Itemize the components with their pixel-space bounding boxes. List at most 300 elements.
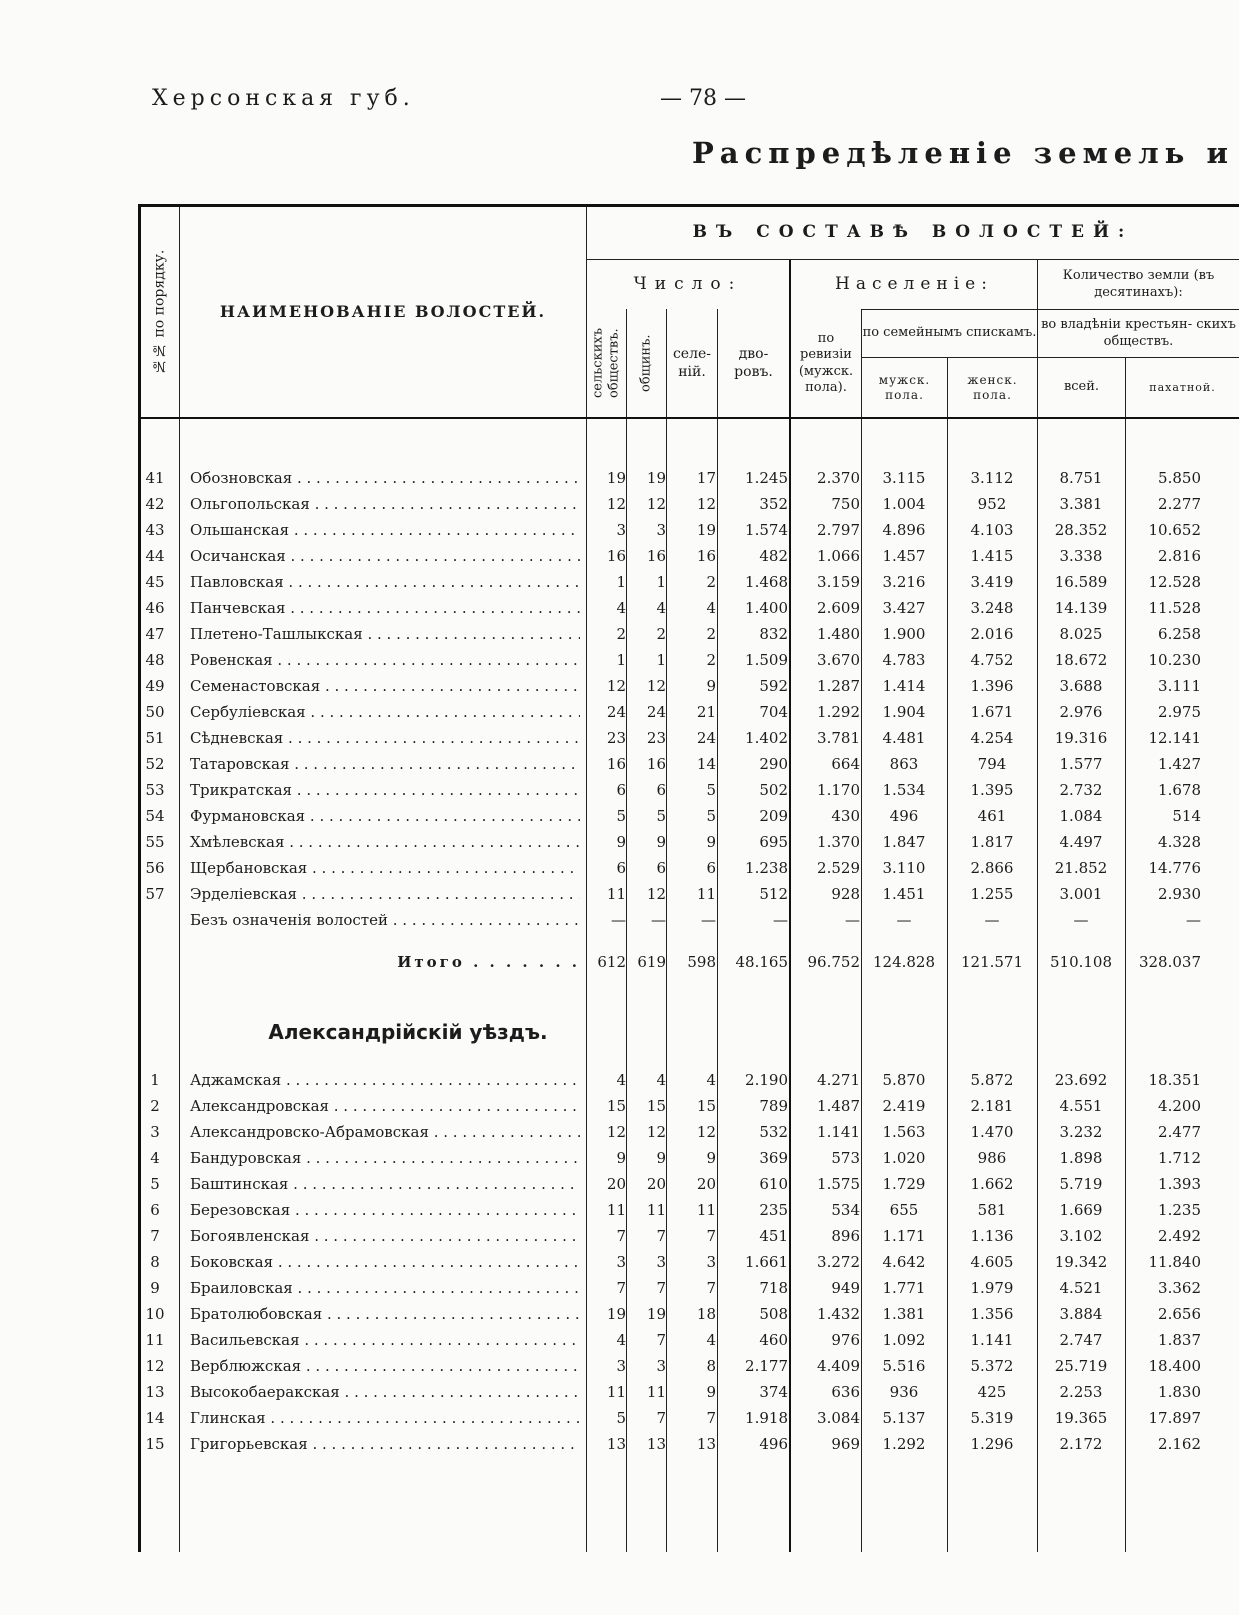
table-row <box>138 1171 1239 1197</box>
table-cell: 11.840 <box>1148 1253 1201 1271</box>
table-cell: 5.372 <box>970 1357 1014 1375</box>
table-cell: 1.904 <box>882 703 926 721</box>
table-cell: 24 <box>646 703 666 721</box>
table-row <box>138 907 1239 933</box>
table-cell: 9 <box>616 1149 626 1167</box>
table-cell: 4.271 <box>817 1071 860 1089</box>
row-number: 12 <box>145 1357 165 1375</box>
table-cell: 1.830 <box>1158 1383 1201 1401</box>
table-cell: 15 <box>606 1097 626 1115</box>
row-number: 13 <box>145 1383 165 1401</box>
table-cell: 13 <box>606 1435 626 1453</box>
table-cell: 209 <box>759 807 788 825</box>
table-cell: 10.230 <box>1148 651 1201 669</box>
row-number: 50 <box>145 703 165 721</box>
table-cell: 4.481 <box>882 729 926 747</box>
table-cell: 4.783 <box>882 651 926 669</box>
table-row <box>138 751 1239 777</box>
table-cell: 13 <box>646 1435 666 1453</box>
table-cell: 664 <box>831 755 860 773</box>
table-cell: 3.084 <box>817 1409 860 1427</box>
table-cell: 23.692 <box>1054 1071 1108 1089</box>
table-cell: 1.400 <box>745 599 788 617</box>
table-row <box>138 543 1239 569</box>
table-row <box>138 595 1239 621</box>
table-cell: 12 <box>646 885 666 903</box>
table-cell: — <box>896 911 912 929</box>
table-cell: 460 <box>759 1331 788 1349</box>
table-cell: 12.528 <box>1148 573 1201 591</box>
table-cell: 1.918 <box>745 1409 788 1427</box>
table-cell: 11 <box>646 1201 666 1219</box>
table-cell: 12.141 <box>1148 729 1201 747</box>
table-cell: 1.370 <box>817 833 860 851</box>
table-cell: 1.381 <box>882 1305 926 1323</box>
table-cell: 3.115 <box>882 469 926 487</box>
row-number: 10 <box>145 1305 165 1323</box>
table-cell: 1.141 <box>970 1331 1014 1349</box>
table-cell: 15 <box>696 1097 716 1115</box>
table-cell: 430 <box>831 807 860 825</box>
row-number: 3 <box>150 1123 160 1141</box>
table-cell: 9 <box>706 677 716 695</box>
table-cell: 1.396 <box>970 677 1014 695</box>
table-cell: 6 <box>616 781 626 799</box>
table-cell: 25.719 <box>1054 1357 1108 1375</box>
row-number: 11 <box>145 1331 165 1349</box>
volost-name: Панчевская . . . <box>190 595 580 621</box>
table-cell: 21.852 <box>1054 859 1108 877</box>
total-cell: 121.571 <box>960 953 1024 971</box>
table-cell: 425 <box>977 1383 1007 1401</box>
table-cell: 2.253 <box>1059 1383 1103 1401</box>
table-cell: 3.102 <box>1059 1227 1103 1245</box>
table-cell: 496 <box>889 807 919 825</box>
table-cell: 3.159 <box>817 573 860 591</box>
table-cell: 1.712 <box>1158 1149 1201 1167</box>
table-row <box>138 881 1239 907</box>
table-cell: 11 <box>696 1201 716 1219</box>
table-cell: 12 <box>606 495 626 513</box>
table-cell: 532 <box>759 1123 788 1141</box>
volost-name: Эрделіевская . . . <box>190 881 580 907</box>
table-row <box>138 1223 1239 1249</box>
table-cell: 6 <box>656 859 666 877</box>
row-number: 55 <box>145 833 165 851</box>
table-cell: 19.342 <box>1054 1253 1108 1271</box>
table-cell: 2 <box>616 625 626 643</box>
volost-name: Трикратская . . . <box>190 777 580 803</box>
table-cell: 3 <box>656 1253 666 1271</box>
col-villages: селе- ній. <box>672 346 712 380</box>
table-row <box>138 465 1239 491</box>
table-row <box>138 1145 1239 1171</box>
col-group-in-volosts: ВЪ СОСТАВѢ ВОЛОСТЕЙ: <box>692 222 1134 243</box>
table-row <box>138 491 1239 517</box>
table-cell: 7 <box>706 1227 716 1245</box>
table-cell: 1.292 <box>817 703 860 721</box>
row-number: 41 <box>145 469 165 487</box>
row-number: 44 <box>145 547 165 565</box>
table-cell: 482 <box>759 547 788 565</box>
table-cell: 502 <box>759 781 788 799</box>
table-cell: 3.884 <box>1059 1305 1103 1323</box>
table-cell: 1.356 <box>970 1305 1014 1323</box>
table-cell: 3 <box>706 1253 716 1271</box>
table-cell: 2 <box>706 625 716 643</box>
table-cell: 3.381 <box>1059 495 1103 513</box>
table-cell: 9 <box>706 833 716 851</box>
table-cell: 949 <box>831 1279 860 1297</box>
table-cell: 8.751 <box>1059 469 1103 487</box>
volost-name: Васильевская . . . <box>190 1327 580 1353</box>
table-cell: 2.656 <box>1158 1305 1201 1323</box>
row-number: 8 <box>150 1253 160 1271</box>
table-cell: 4.254 <box>970 729 1014 747</box>
table-cell: 1.661 <box>745 1253 788 1271</box>
table-cell: 704 <box>759 703 788 721</box>
table-cell: 5 <box>616 807 626 825</box>
table-row <box>138 647 1239 673</box>
table-cell: 12 <box>696 495 716 513</box>
table-cell: 5.870 <box>882 1071 926 1089</box>
table-cell: 1.534 <box>882 781 926 799</box>
table-row <box>138 569 1239 595</box>
table-cell: 928 <box>831 885 860 903</box>
volost-name: Братолюбовская . . . <box>190 1301 580 1327</box>
table-cell: 16 <box>646 547 666 565</box>
table-cell: 1.235 <box>1158 1201 1201 1219</box>
page-number: — 78 — <box>660 86 746 111</box>
total-cell: 124.828 <box>872 953 936 971</box>
table-cell: 11.528 <box>1148 599 1201 617</box>
table-cell: 20 <box>606 1175 626 1193</box>
table-cell: 235 <box>759 1201 788 1219</box>
table-cell: 896 <box>831 1227 860 1245</box>
volost-name: Глинская . . . <box>190 1405 580 1431</box>
col-family-lists: по семейнымъ спискамъ. <box>862 325 1037 341</box>
table-cell: 1.817 <box>970 833 1014 851</box>
table-cell: 9 <box>706 1149 716 1167</box>
table-cell: 1.414 <box>882 677 926 695</box>
table-cell: 2.529 <box>817 859 860 877</box>
table-cell: — <box>651 911 666 929</box>
table-cell: 9 <box>706 1383 716 1401</box>
table-cell: 936 <box>889 1383 919 1401</box>
table-cell: 4.409 <box>817 1357 860 1375</box>
table-cell: 1.238 <box>745 859 788 877</box>
table-cell: 1.577 <box>1059 755 1103 773</box>
row-number: 6 <box>150 1201 160 1219</box>
table-cell: 1.979 <box>970 1279 1014 1297</box>
table-cell: 3.427 <box>882 599 926 617</box>
table-cell: 3.110 <box>882 859 926 877</box>
table-cell: 1.415 <box>970 547 1014 565</box>
table-cell: 3.688 <box>1059 677 1103 695</box>
table-cell: 1.395 <box>970 781 1014 799</box>
table-cell: 7 <box>706 1279 716 1297</box>
table-cell: 2.181 <box>970 1097 1014 1115</box>
table-cell: 4 <box>706 599 716 617</box>
table-cell: 18 <box>696 1305 716 1323</box>
table-cell: 1.287 <box>817 677 860 695</box>
table-cell: 1.427 <box>1158 755 1201 773</box>
table-cell: 3.338 <box>1059 547 1103 565</box>
table-cell: 14.139 <box>1054 599 1108 617</box>
table-cell: 28.352 <box>1054 521 1108 539</box>
volost-name: Хмѣлевская . . . <box>190 829 580 855</box>
table-row <box>138 673 1239 699</box>
table-cell: 2.732 <box>1059 781 1103 799</box>
table-row <box>138 621 1239 647</box>
table-cell: 21 <box>696 703 716 721</box>
row-number: 15 <box>145 1435 165 1453</box>
table-row <box>138 1093 1239 1119</box>
table-cell: 1.837 <box>1158 1331 1201 1349</box>
table-cell: 2.866 <box>970 859 1014 877</box>
table-cell: 4.642 <box>882 1253 926 1271</box>
volost-name: Ольшанская . . . <box>190 517 580 543</box>
col-obshchin: общинъ. <box>638 334 654 393</box>
table-cell: 3.232 <box>1059 1123 1103 1141</box>
row-number: 2 <box>150 1097 160 1115</box>
volost-name: Семенастовская . . . <box>190 673 580 699</box>
table-cell: 9 <box>656 1149 666 1167</box>
total-cell: 510.108 <box>1049 953 1113 971</box>
table-row <box>138 699 1239 725</box>
table-cell: 19 <box>646 469 666 487</box>
table-cell: 3 <box>616 1357 626 1375</box>
table-cell: 3 <box>616 1253 626 1271</box>
volost-name: Березовская . . . <box>190 1197 580 1223</box>
row-number: 49 <box>145 677 165 695</box>
table-cell: 4 <box>656 599 666 617</box>
table-cell: 2.370 <box>817 469 860 487</box>
table-cell: 1.292 <box>882 1435 926 1453</box>
table-cell: 2.172 <box>1059 1435 1103 1453</box>
table-cell: 1.066 <box>817 547 860 565</box>
table-cell: 5 <box>656 807 666 825</box>
row-number: 48 <box>145 651 165 669</box>
volost-name: Баштинская . . . <box>190 1171 580 1197</box>
col-group-land: Количество земли (въ десятинахъ): <box>1062 268 1215 300</box>
volost-name: Безъ означенія волостей . . . <box>190 907 580 933</box>
table-cell: 3.112 <box>970 469 1014 487</box>
col-households: дво- ровъ. <box>734 346 773 380</box>
row-number: 42 <box>145 495 165 513</box>
table-row <box>138 1353 1239 1379</box>
table-cell: 3.248 <box>970 599 1014 617</box>
total-cell: 612 <box>597 953 626 971</box>
table-cell: 16 <box>696 547 716 565</box>
table-row <box>138 1249 1239 1275</box>
total-cell: 328.037 <box>1138 953 1201 971</box>
table-cell: 976 <box>831 1331 860 1349</box>
table-cell: — <box>773 911 788 929</box>
col-order-number: №№ по порядку. <box>151 249 168 375</box>
table-cell: 4.497 <box>1059 833 1103 851</box>
table-cell: 3 <box>656 521 666 539</box>
table-row <box>138 1067 1239 1093</box>
table-cell: 3.670 <box>817 651 860 669</box>
total-label: Итого <box>397 953 465 971</box>
table-cell: — <box>701 911 716 929</box>
table-cell: — <box>845 911 860 929</box>
table-cell: 2.419 <box>882 1097 926 1115</box>
table-cell: 23 <box>646 729 666 747</box>
volost-name: Аджамская . . . <box>190 1067 580 1093</box>
table-cell: 1.451 <box>882 885 926 903</box>
table-cell: — <box>1186 911 1201 929</box>
table-cell: 4 <box>706 1071 716 1089</box>
table-row <box>138 1405 1239 1431</box>
table-cell: 17 <box>696 469 716 487</box>
table-cell: 1.092 <box>882 1331 926 1349</box>
table-cell: 1.020 <box>882 1149 926 1167</box>
table-cell: 352 <box>759 495 788 513</box>
table-cell: 2.477 <box>1158 1123 1201 1141</box>
col-group-population: Населеніе: <box>835 273 993 294</box>
province-header: Херсонская губ. <box>152 86 415 111</box>
volost-name: Высокобаеракская . . . <box>190 1379 580 1405</box>
table-cell: 1.509 <box>745 651 788 669</box>
table-cell: 4 <box>656 1071 666 1089</box>
table-cell: 1.563 <box>882 1123 926 1141</box>
table-cell: 1.678 <box>1158 781 1201 799</box>
table-cell: 986 <box>977 1149 1007 1167</box>
table-cell: 3.419 <box>970 573 1014 591</box>
volost-name: Татаровская . . . <box>190 751 580 777</box>
table-cell: 5 <box>706 807 716 825</box>
table-cell: 1.900 <box>882 625 926 643</box>
table-cell: 12 <box>646 1123 666 1141</box>
table-cell: 4.551 <box>1059 1097 1103 1115</box>
volost-name: Обозновская . . . <box>190 465 580 491</box>
volost-name: Ровенская . . . <box>190 647 580 673</box>
table-row <box>138 1327 1239 1353</box>
row-number: 54 <box>145 807 165 825</box>
table-cell: 12 <box>606 1123 626 1141</box>
table-row <box>138 777 1239 803</box>
table-cell: 1.402 <box>745 729 788 747</box>
table-cell: 16 <box>606 755 626 773</box>
volost-name: Плетено-Ташлыкская . . . <box>190 621 580 647</box>
table-cell: 1.671 <box>970 703 1014 721</box>
table-cell: 19.316 <box>1054 729 1108 747</box>
table-cell: 1.771 <box>882 1279 926 1297</box>
table-cell: 3.272 <box>817 1253 860 1271</box>
table-cell: 1 <box>656 651 666 669</box>
table-cell: — <box>611 911 626 929</box>
table-cell: 1.575 <box>817 1175 860 1193</box>
table-cell: 2.816 <box>1158 547 1201 565</box>
col-volost-name: НАИМЕНОВАНІЕ ВОЛОСТЕЙ. <box>219 302 547 321</box>
row-number: 7 <box>150 1227 160 1245</box>
page-title: Распредѣленіе земель и <box>692 136 1234 170</box>
total-cell: 598 <box>687 953 716 971</box>
row-number: 9 <box>150 1279 160 1297</box>
table-cell: 512 <box>759 885 788 903</box>
row-number: 5 <box>150 1175 160 1193</box>
table-cell: 18.351 <box>1148 1071 1201 1089</box>
table-cell: 1.487 <box>817 1097 860 1115</box>
table-cell: 24 <box>606 703 626 721</box>
table-cell: 534 <box>831 1201 860 1219</box>
volost-name: Богоявленская . . . <box>190 1223 580 1249</box>
table-cell: 863 <box>889 755 919 773</box>
table-cell: 2.609 <box>817 599 860 617</box>
table-cell: 9 <box>656 833 666 851</box>
table-cell: 2 <box>706 573 716 591</box>
table-cell: 508 <box>759 1305 788 1323</box>
table-cell: 4 <box>616 1071 626 1089</box>
section-title: Александрійскій уѣздъ. <box>268 1019 548 1044</box>
table-cell: 1.457 <box>882 547 926 565</box>
table-row <box>138 517 1239 543</box>
table-cell: 573 <box>831 1149 860 1167</box>
table-row <box>138 725 1239 751</box>
table-cell: 4.605 <box>970 1253 1014 1271</box>
volost-name: Сербуліевская . . . <box>190 699 580 725</box>
land-distribution-table <box>138 204 1239 1552</box>
table-cell: 5 <box>706 781 716 799</box>
table-cell: 19 <box>606 469 626 487</box>
table-cell: 1.669 <box>1059 1201 1103 1219</box>
table-cell: 832 <box>759 625 788 643</box>
row-number: 45 <box>145 573 165 591</box>
table-cell: 11 <box>696 885 716 903</box>
table-cell: 18.400 <box>1148 1357 1201 1375</box>
total-cell: 96.752 <box>807 953 860 971</box>
table-cell: 4.752 <box>970 651 1014 669</box>
row-number: 56 <box>145 859 165 877</box>
table-cell: 6.258 <box>1158 625 1201 643</box>
table-cell: 4.200 <box>1158 1097 1201 1115</box>
table-cell: 13 <box>696 1435 716 1453</box>
table-row <box>138 1197 1239 1223</box>
table-cell: 1.432 <box>817 1305 860 1323</box>
col-female: женск. пола. <box>967 372 1018 402</box>
table-cell: 952 <box>977 495 1007 513</box>
table-cell: 12 <box>606 677 626 695</box>
table-cell: 16 <box>646 755 666 773</box>
table-cell: 2.797 <box>817 521 860 539</box>
table-cell: 20 <box>646 1175 666 1193</box>
col-land-total: всей. <box>1063 379 1100 395</box>
table-cell: 6 <box>706 859 716 877</box>
row-number: 51 <box>145 729 165 747</box>
table-cell: 461 <box>977 807 1007 825</box>
table-cell: 4 <box>616 1331 626 1349</box>
table-row <box>138 855 1239 881</box>
table-cell: 4 <box>616 599 626 617</box>
table-cell: 2.975 <box>1158 703 1201 721</box>
table-row <box>138 1301 1239 1327</box>
table-cell: 3 <box>656 1357 666 1375</box>
col-rural-communities: сельскихъ обществъ. <box>590 328 622 399</box>
table-cell: 2.277 <box>1158 495 1201 513</box>
table-cell: 592 <box>759 677 788 695</box>
table-cell: 14 <box>696 755 716 773</box>
volost-name: Боковская . . . <box>190 1249 580 1275</box>
table-cell: 1.662 <box>970 1175 1014 1193</box>
table-cell: 1 <box>616 651 626 669</box>
table-cell: 2 <box>706 651 716 669</box>
table-cell: 11 <box>606 885 626 903</box>
row-number: 46 <box>145 599 165 617</box>
table-cell: 14.776 <box>1148 859 1201 877</box>
table-cell: 3.362 <box>1158 1279 1201 1297</box>
